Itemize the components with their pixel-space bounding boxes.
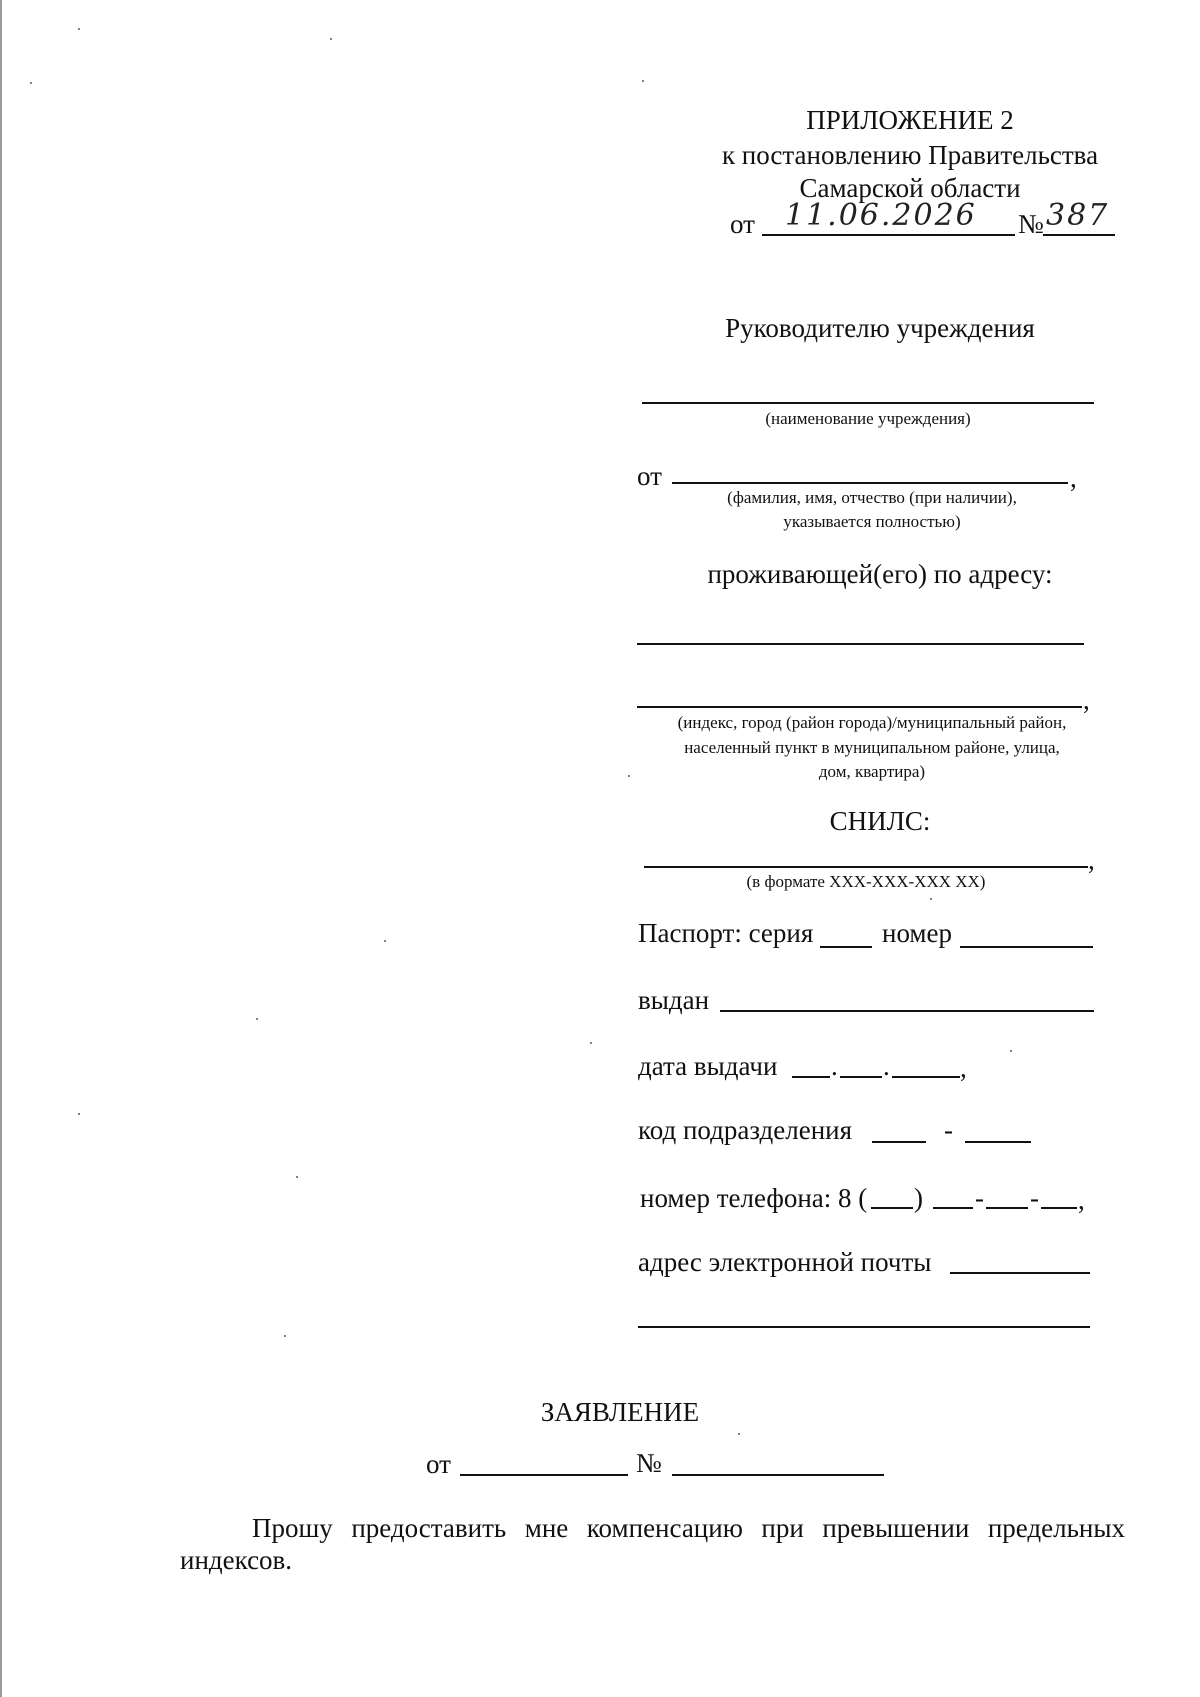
institution-hint: (наименование учреждения) [765, 409, 971, 428]
email-label: адрес электронной почты [638, 1247, 932, 1277]
header-number-label: № [1018, 209, 1044, 239]
statement-date-line [460, 1474, 628, 1476]
fio-hint-line2: указывается полностью) [783, 512, 961, 531]
head-title: Руководителю учреждения [725, 313, 1035, 343]
header-number-line [1043, 234, 1115, 236]
issued-line [720, 1010, 1094, 1012]
address-hint-line3: дом, квартира) [818, 762, 926, 781]
issue-year-line [892, 1076, 960, 1078]
fio-line [672, 482, 1068, 484]
passport-number-label: номер [882, 918, 953, 948]
phone-label: номер телефона: 8 ( [640, 1183, 868, 1213]
phone-part-3-line [1041, 1207, 1077, 1209]
header-from-label: от [730, 209, 755, 239]
scan-speck [738, 1433, 740, 1435]
header-date-line [762, 234, 1015, 236]
phone-dash-2: - [1030, 1183, 1039, 1213]
division-code-line-2 [965, 1141, 1031, 1143]
passport-series-label: Паспорт: серия [638, 918, 814, 948]
passport-number-line [960, 946, 1093, 948]
region-line: Самарской области [799, 173, 1021, 203]
issued-label: выдан [638, 985, 710, 1015]
passport-series-line [820, 946, 872, 948]
statement-number-line [672, 1474, 884, 1476]
phone-part-1-line [933, 1207, 973, 1209]
page-edge [0, 0, 2, 1697]
header-date-handwritten: 11.06.2026 [785, 198, 977, 233]
phone-comma: , [1078, 1185, 1085, 1215]
phone-dash-1: - [975, 1183, 984, 1213]
scan-speck [296, 1176, 298, 1178]
division-code-label: код подразделения [638, 1115, 853, 1145]
appendix-title: ПРИЛОЖЕНИЕ 2 [806, 105, 1014, 135]
phone-code-line [871, 1207, 913, 1209]
address-comma: , [1083, 685, 1090, 715]
issue-month-line [840, 1076, 882, 1078]
address-hint-line2: населенный пункт в муниципальном районе, улица, [684, 738, 1060, 757]
scan-speck [642, 80, 644, 82]
statement-body: Прошу предоставить мне компенсацию при превышении предельных индексов. [180, 1513, 1125, 1575]
issue-date-comma: , [960, 1053, 967, 1083]
division-code-line-1 [872, 1141, 926, 1143]
snils-hint: (в формате XXX-XXX-XXX XX) [746, 872, 986, 891]
scan-speck [930, 898, 932, 900]
email-line-1 [950, 1272, 1090, 1274]
issue-day-line [792, 1076, 830, 1078]
issue-date-dot-2: . [883, 1051, 890, 1081]
scan-speck [78, 1113, 80, 1115]
statement-from-label: от [426, 1449, 451, 1479]
snils-comma: , [1088, 845, 1095, 875]
scan-speck [330, 38, 332, 40]
fio-hint-line1: (фамилия, имя, отчество (при наличии), [727, 488, 1017, 507]
address-line-1 [637, 643, 1084, 645]
issue-date-label: дата выдачи [638, 1051, 778, 1081]
institution-line [642, 402, 1094, 404]
snils-label: СНИЛС: [829, 806, 931, 836]
fio-from-label: от [637, 461, 662, 491]
scan-speck [628, 775, 630, 777]
address-line-2 [637, 706, 1082, 708]
fio-comma: , [1070, 463, 1077, 493]
phone-part-2-line [986, 1207, 1028, 1209]
statement-number-label: № [636, 1448, 662, 1478]
scan-speck [284, 1335, 286, 1337]
issue-date-dot-1: . [831, 1051, 838, 1081]
phone-close-paren: ) [914, 1183, 923, 1213]
scan-speck [256, 1018, 258, 1020]
statement-title: ЗАЯВЛЕНИЕ [540, 1397, 700, 1427]
email-line-2 [638, 1326, 1090, 1328]
division-code-dash: - [944, 1115, 953, 1145]
snils-line [644, 866, 1088, 868]
scan-speck [78, 28, 80, 30]
scan-speck [1010, 1050, 1012, 1052]
address-hint-line1: (индекс, город (район города)/муниципальный район, [677, 713, 1067, 732]
scan-speck [384, 940, 386, 942]
scan-speck [30, 82, 32, 84]
scan-speck [590, 1042, 592, 1044]
resolution-line: к постановлению Правительства [721, 140, 1099, 170]
header-number-handwritten: 387 [1046, 198, 1110, 233]
address-label: проживающей(его) по адресу: [707, 559, 1053, 589]
